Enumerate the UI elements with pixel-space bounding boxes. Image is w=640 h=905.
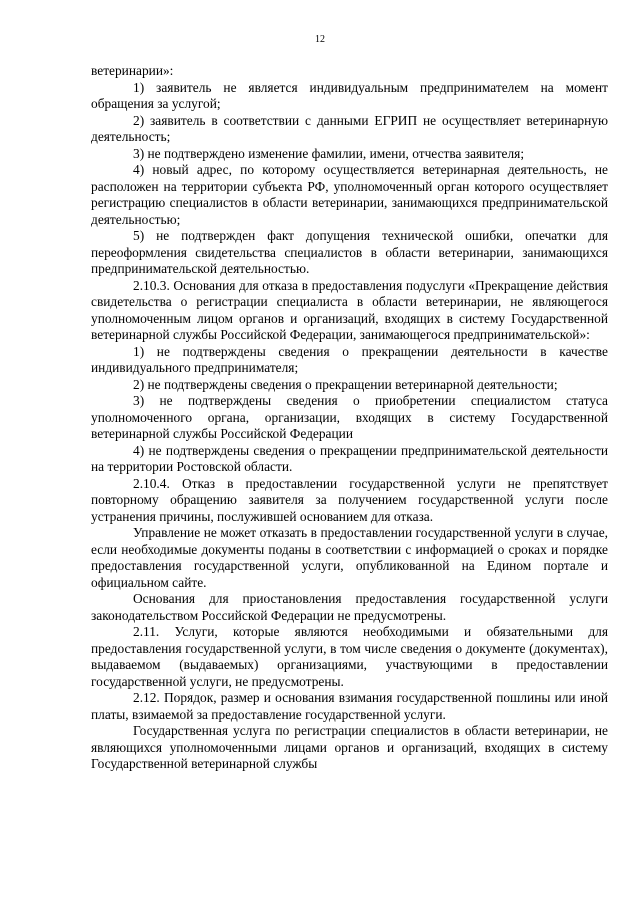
section-paragraph: 2.11. Услуги, которые являются необходимыми и обязательными для предоставления государственной услуги, в том числе сведения о документе (документах), выдаваемом (выдаваемых) организациями, участвующими в предоставлении государственной услуги, не предусмотрены. <box>91 624 608 689</box>
list-item: 3) не подтверждены сведения о приобретении специалистом статуса уполномоченного органа, организации, входящих в систему Государственной ветеринарной службы Российской Федерации <box>91 393 608 441</box>
list-item: 5) не подтвержден факт допущения технической ошибки, опечатки для переоформления свидетельства специалистов в области ветеринарии, занимающихся предпринимательской деятельностью. <box>91 228 608 276</box>
paragraph: Государственная услуга по регистрации специалистов в области ветеринарии, не являющихся уполномоченными лицами органов и организаций, входящих в систему Государственной ветеринарной службы <box>91 723 608 771</box>
list-item: 1) не подтверждены сведения о прекращении деятельности в качестве индивидуального предпринимателя; <box>91 343 608 375</box>
section-paragraph: 2.10.4. Отказ в предоставлении государственной услуги не препятствует повторному обращению заявителя за получением государственной услуги после устранения причины, послужившей основанием для отказа. <box>91 475 608 524</box>
paragraph: Основания для приостановления предоставления государственной услуги законодательством Российской Федерации не предусмотрены. <box>91 591 608 623</box>
paragraph: ветеринарии»: <box>91 63 174 78</box>
list-item: 2) не подтверждены сведения о прекращении ветеринарной деятельности; <box>133 376 558 392</box>
list-item: 2) заявитель в соответствии с данными ЕГРИП не осуществляет ветеринарную деятельность; <box>91 112 608 144</box>
list-item: 1) заявитель не является индивидуальным предпринимателем на момент обращения за услугой; <box>91 79 608 111</box>
list-item: 3) не подтверждено изменение фамилии, имени, отчества заявителя; <box>133 145 525 161</box>
list-item: 4) не подтверждены сведения о прекращении предпринимательской деятельности на территории Ростовской области. <box>91 442 608 474</box>
list-item: 4) новый адрес, по которому осуществляется ветеринарная деятельность, не расположен на территории субъекта РФ, уполномоченный орган которого осуществляет регистрацию специалистов в области ветеринарии, занимающихся предпринимательской деятельностью; <box>91 162 608 227</box>
paragraph: Управление не может отказать в предоставлении государственной услуги в случае, если необходимые документы поданы в соответствии с информацией о сроках и порядке предоставления государственной услуги, опубликованной на Едином портале и официальном сайте. <box>91 525 608 590</box>
section-paragraph: 2.12. Порядок, размер и основания взимания государственной пошлины или иной платы, взимаемой за предоставление государственной услуги. <box>91 690 608 722</box>
section-paragraph: 2.10.3. Основания для отказа в предоставления подуслуги «Прекращение действия свидетельства о регистрации специалиста в области ветеринарии, не являющегося уполномоченным лицом органов и организаций, входящих в систему Государственной ветеринарной службы Российской Федерации, занимающегося предпринимательской»: <box>91 277 608 342</box>
document-body <box>91 63 608 773</box>
page-number: 12 <box>315 34 325 45</box>
